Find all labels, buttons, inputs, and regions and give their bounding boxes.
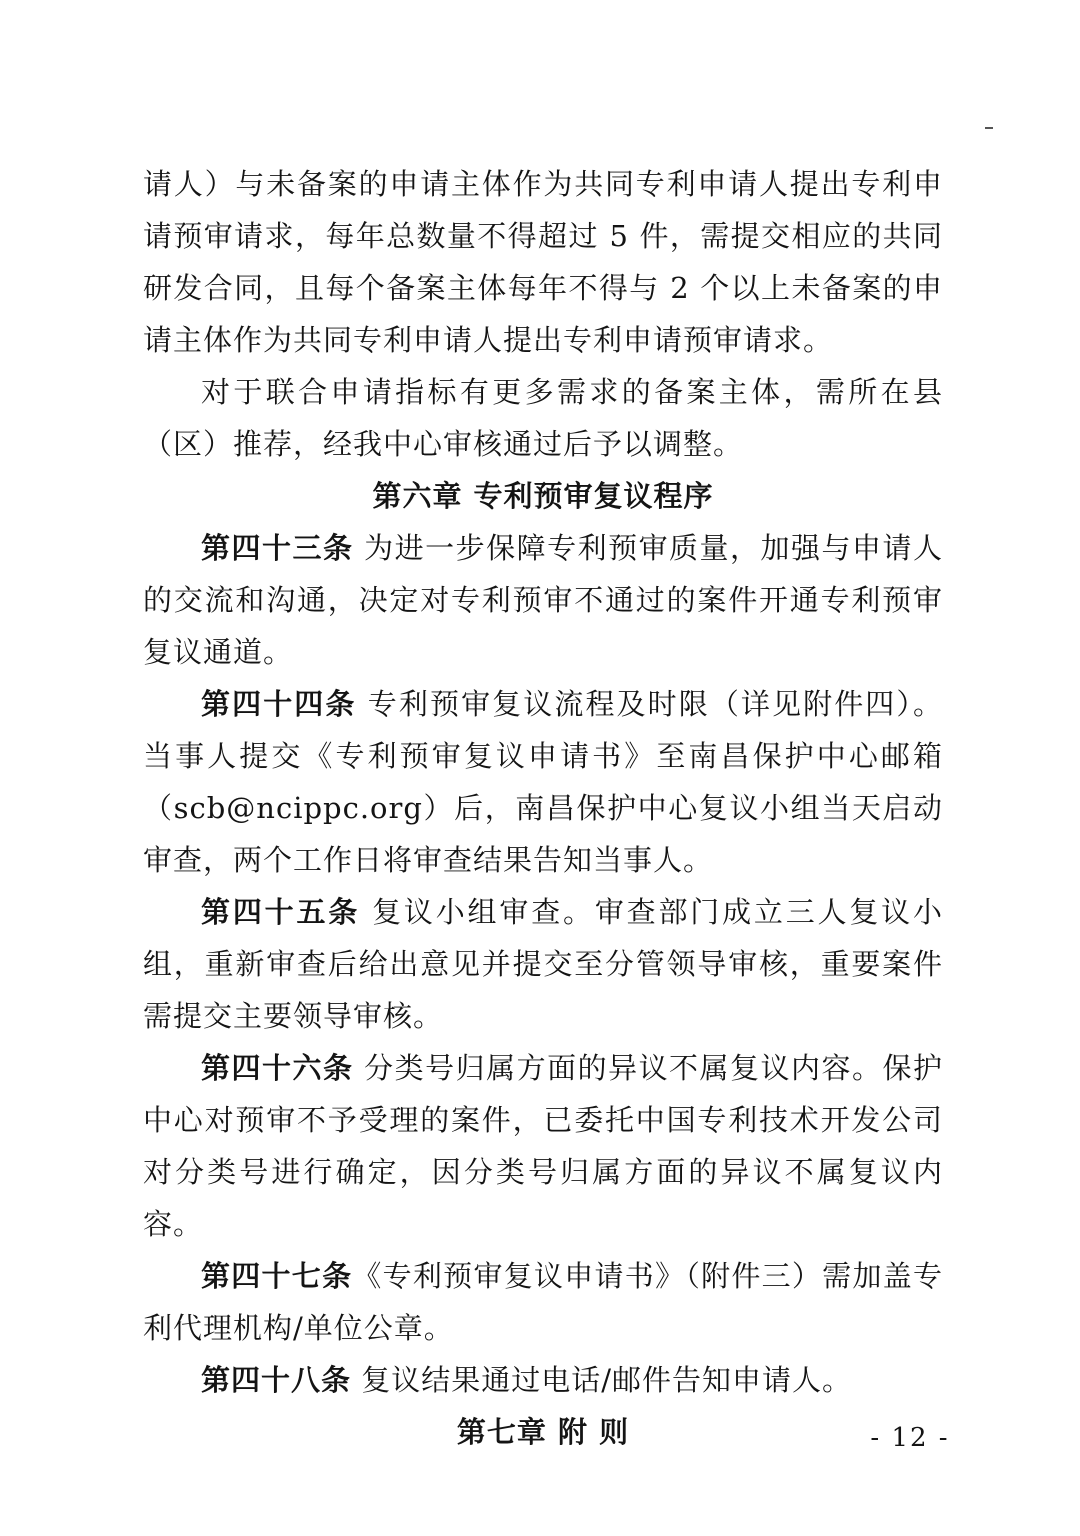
article-text: 为进一步保障专利预审质量，加强与申请人的交流和沟通，决定对专利预审不通过的案件开通专利预审复议通道。 — [143, 531, 943, 669]
article-43 — [143, 522, 943, 678]
intro-paragraph-1: 请人）与未备案的申请主体作为共同专利申请人提出专利申请预审请求，每年总数量不得超过 5 件，需提交相应的共同研发合同，且每个备案主体每年不得与 2 个以上未备案的申请主体作为共同专利申请人提出专利申请预审请求。 — [143, 167, 943, 357]
article-label: 第四十八条 — [201, 1363, 352, 1397]
article-label: 第四十三条 — [201, 531, 354, 565]
article-label: 第四十五条 — [201, 895, 361, 929]
chapter-6-title: 第六章 专利预审复议程序 — [372, 479, 714, 513]
article-45 — [143, 886, 943, 1042]
article-text: 专利预审复议流程及时限（详见附件四）。当事人提交《专利预审复议申请书》至南昌保护中心邮箱（scb@ncippc.org）后，南昌保护中心复议小组当天启动审查，两个工作日将审查结果告知当事人。 — [143, 687, 943, 877]
article-label: 第四十四条 — [201, 687, 357, 721]
article-label: 第四十六条 — [201, 1051, 354, 1085]
article-label: 第四十七条 — [201, 1259, 353, 1293]
article-46 — [143, 1042, 943, 1250]
article-44 — [143, 678, 943, 886]
scan-mark — [985, 127, 993, 129]
article-47 — [143, 1250, 943, 1354]
article-text: 复议小组审查。审查部门成立三人复议小组，重新审查后给出意见并提交至分管领导审核，重要案件需提交主要领导审核。 — [143, 895, 943, 1033]
document-body — [143, 158, 943, 1458]
intro-paragraph-2: 对于联合申请指标有更多需求的备案主体，需所在县（区）推荐，经我中心审核通过后予以调整。 — [143, 375, 943, 461]
chapter-7-title: 第七章 附 则 — [456, 1415, 630, 1449]
article-text: 复议结果通过电话/邮件告知申请人。 — [351, 1363, 853, 1397]
article-text: 分类号归属方面的异议不属复议内容。保护中心对预审不予受理的案件，已委托中国专利技术开发公司对分类号进行确定，因分类号归属方面的异议不属复议内容。 — [143, 1051, 943, 1241]
article-48 — [143, 1354, 943, 1406]
article-text: 《专利预审复议申请书》（附件三）需加盖专利代理机构/单位公章。 — [143, 1259, 943, 1345]
page-number: - 12 - — [870, 1423, 950, 1453]
